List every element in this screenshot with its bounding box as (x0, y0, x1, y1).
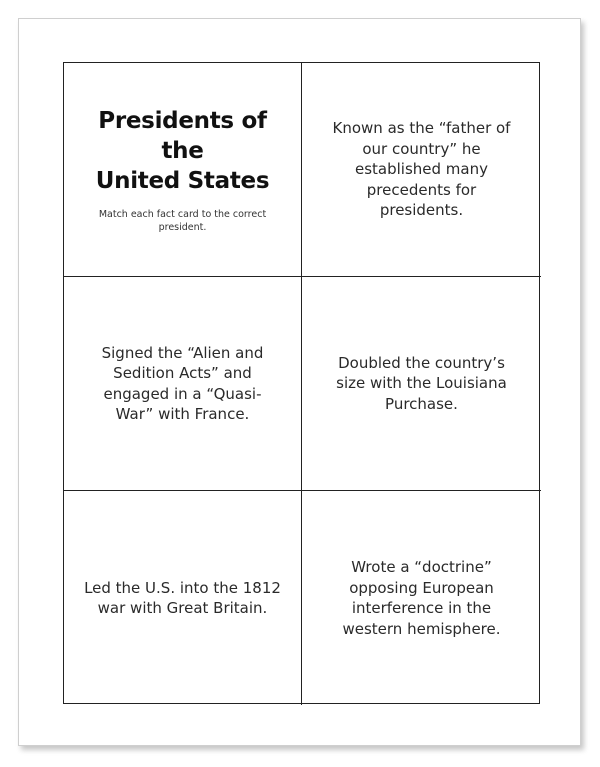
fact-card (302, 63, 541, 277)
title-card (64, 63, 302, 277)
fact-card-text: Signed the “Alien and Sedition Acts” and engaged in a “Quasi-War” with France. (101, 343, 264, 423)
fact-card-text: Led the U.S. into the 1812 war with Great Britain. (84, 578, 281, 617)
fact-card-text: Known as the “father of our country” he established many precedents for presidents. (332, 119, 511, 220)
instructions-text: Match each fact card to the correct president. (98, 208, 267, 233)
title-line-2: United States (95, 167, 270, 194)
fact-card (302, 277, 541, 491)
fact-card-text: Doubled the country’s size with the Louisiana Purchase. (336, 353, 507, 413)
fact-card-grid (63, 62, 540, 704)
fact-card (64, 491, 302, 705)
worksheet-title (76, 106, 289, 196)
title-line-1: Presidents of the (98, 107, 267, 164)
fact-card-text: Wrote a “doctrine” opposing European interference in the western hemisphere. (342, 558, 501, 638)
fact-card (64, 277, 302, 491)
fact-card (302, 491, 541, 705)
worksheet-page (18, 18, 581, 746)
